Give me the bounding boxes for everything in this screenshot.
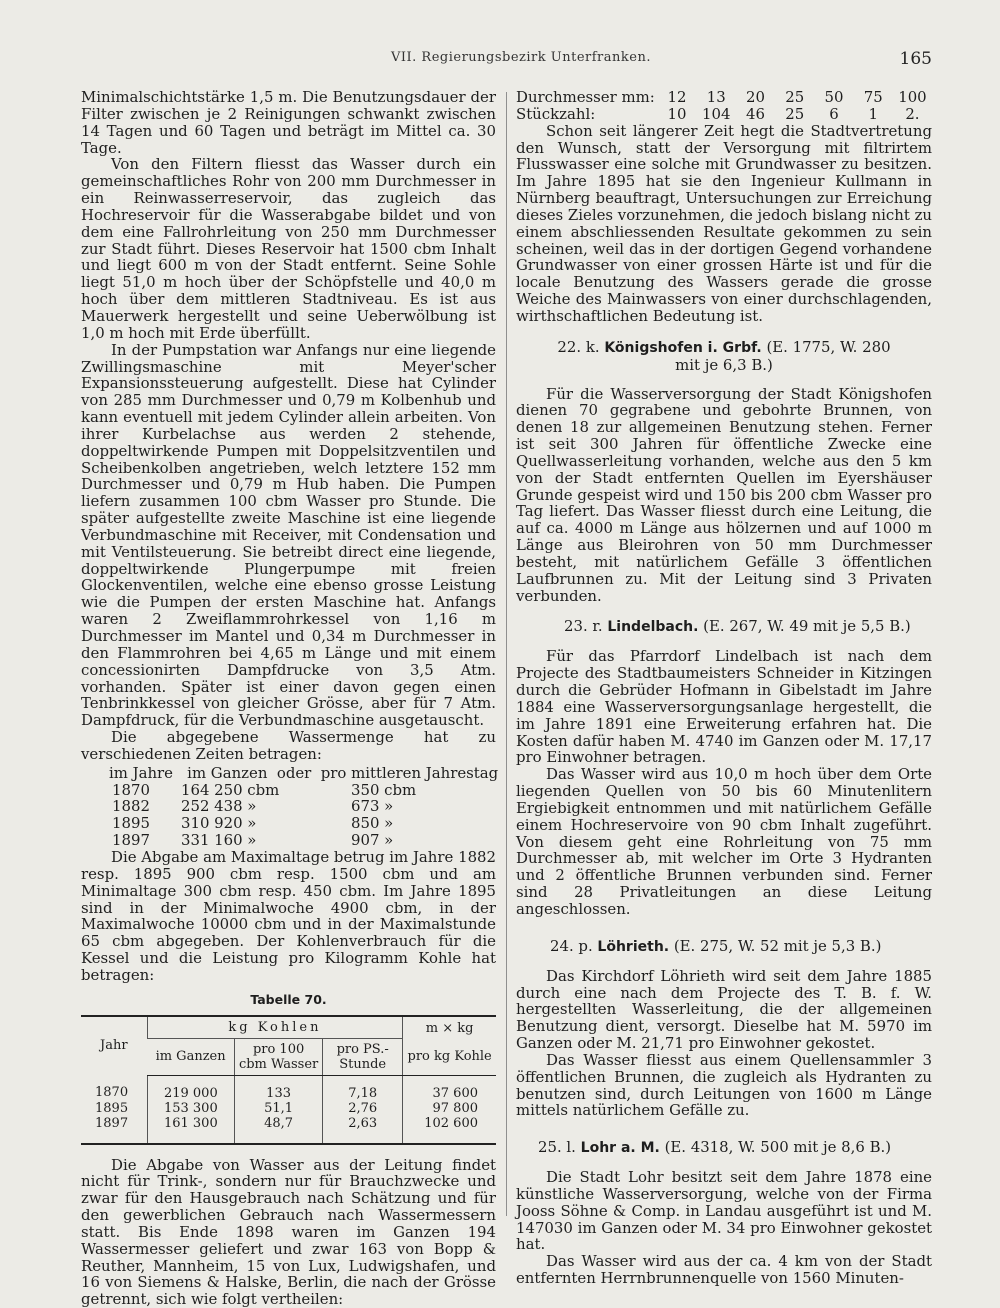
year-cell: 1897 bbox=[112, 831, 150, 850]
paragraph: Das Wasser fliesst aus einem Quellensammler 3 öffentlichen Brunnen, die zugleich als Hydranten zu benutzen sind, durch Leitungen von 1600 m Länge mittels natürlichem Gefälle zu. bbox=[516, 1050, 932, 1120]
cell: 37 600 bbox=[403, 1075, 496, 1101]
col-header-pro-ps: pro PS.-Stunde bbox=[323, 1038, 403, 1075]
running-title: VII. Regierungsbezirk Unterfranken. bbox=[391, 50, 651, 65]
col-header-jahr: Jahr bbox=[100, 1038, 128, 1054]
col-header-kohlen: kg Kohlen bbox=[147, 1016, 403, 1039]
right-column bbox=[516, 89, 932, 1287]
section-data: (E. 267, W. 49 mit je 5,5 B.) bbox=[703, 617, 911, 636]
place-name: Löhrieth. bbox=[597, 938, 670, 955]
cell: 133 bbox=[235, 1075, 323, 1101]
section-number: 25. l. bbox=[538, 1138, 576, 1157]
paragraph: Die Abgabe von Wasser aus der Leitung findet nicht für Trink-, sondern nur für Brauchzwecke und zwar für den Hausgebrauch nach Schätzung und für den gewerblichen Gebrauch nach Wassermessern statt. Bis Ende 1898 waren im Ganzen 194 Wassermesser geliefert und zwar 163 von Bopp & Reuther, Mannheim, 15 von Lux, Ludwigshafen, und 16 von Siemens & Halske, Berlin, die nach der Grösse getrennt, sich wie folgt vertheilen: bbox=[81, 1155, 496, 1308]
col-header-mkg-sub: pro kg Kohle bbox=[403, 1038, 496, 1075]
paragraph: Das Kirchdorf Löhrieth wird seit dem Jahre 1885 durch eine nach dem Projecte des T. B. f. W. hergestellten Wasserleitung, die der allgemeinen Benutzung dient, versorgt. Dieselbe hat M. 5970 im Ganzen oder M. 21,71 pro Einwohner gekostet. bbox=[516, 966, 932, 1053]
cell: 161 300 bbox=[147, 1116, 235, 1144]
cell: 153 300 bbox=[147, 1101, 235, 1116]
water-table-header: im Jahre im Ganzen oder pro mittleren Jahrestag bbox=[109, 763, 499, 782]
section-data: (E. 275, W. 52 mit je 5,3 B.) bbox=[673, 936, 882, 955]
stat-value: 25 bbox=[785, 104, 805, 123]
stat-row-diameter bbox=[516, 89, 932, 106]
stat-value: 50 bbox=[824, 88, 844, 106]
paragraph: In der Pumpstation war Anfangs nur eine liegende Zwillingsmaschine mit Meyer'scher Expansionssteuerung aufgestellt. Diese hat Cylinder von 285 mm Durchmesser und 0,79 m Kolbenhub und kann eventuell mit jedem Cylinder allein arbeiten. Von ihrer Kurbelachse aus werden 2 stehende, doppeltwirkende Pumpen mit Doppelsitzventilen und Scheibenkolben angetrieben, welch letztere 152 mm Durchmesser und 0,79 m Hub haben. Die Pumpen liefern zusammen 100 cbm Wasser pro Stunde. Die später aufgestellte zweite Maschine ist eine liegende Verbundmaschine mit Receiver, mit Condensation und mit Ventilsteuerung. Sie betreibt direct eine liegende, doppeltwirkende Plungerpumpe mit freien Glockenventilen, welche eine ebenso grosse Leistung wie die Pumpen der ersten Maschine hat. Anfangs waren 2 Zweiflammrohrkessel von 1,16 m Durchmesser im Mantel und 0,34 m Durchmesser in den Flammrohren bei 4,65 m Länge und mit einem concessionirten Dampfdrucke von 3,5 Atm. vorhanden. Später ist einer davon gegen einen Tenbrinkkessel von gleicher Grösse, aber für 7 Atm. Dampfdruck, für die Verbundmaschine ausgetauscht. bbox=[81, 340, 496, 730]
cell: 51,1 bbox=[235, 1101, 323, 1116]
daily-cell: 907 » bbox=[351, 831, 394, 850]
paragraph: Minimalschichtstärke 1,5 m. Die Benutzungsdauer der Filter zwischen je 2 Reinigungen schwankt zwischen 14 Tagen und 60 Tagen und beträgt im Mittel ca. 30 Tage. bbox=[81, 88, 496, 157]
table-row bbox=[81, 1101, 496, 1116]
place-name: Lindelbach. bbox=[607, 619, 699, 636]
cell: 7,18 bbox=[323, 1075, 403, 1101]
daily-cell: 350 cbm bbox=[351, 780, 417, 799]
stat-value: 104 bbox=[702, 104, 731, 123]
total-cell: 164 250 cbm bbox=[181, 780, 280, 799]
stat-row-count bbox=[516, 106, 932, 123]
paragraph: Schon seit längerer Zeit hegt die Stadtvertretung den Wunsch, statt der Versorgung mit filtrirtem Flusswasser eine solche mit Grundwasser zu besitzen. Im Jahre 1895 hat sie den Ingenieur Kullmann in Nürnberg beauftragt, Untersuchungen zur Erreichung dieses Zieles vorzunehmen, die jedoch bislang nicht zu einem abschliessenden Resultate gekommen zu sein scheinen, weil das in der dortigen Gegend vorhandene Grundwasser von einer grossen Härte ist und für die locale Benutzung des Wassers gerade die grosse Weiche des Mainwassers von einer durchschlagenden, wirthschaftlichen Bedeutung ist. bbox=[516, 121, 933, 325]
coal-consumption-table bbox=[81, 1015, 496, 1145]
total-cell: 252 438 » bbox=[181, 797, 257, 816]
section-data: mit je 6,3 B.) bbox=[675, 355, 773, 374]
stat-value: 25 bbox=[785, 88, 805, 106]
section-data: (E. 1775, W. 280 bbox=[766, 337, 891, 356]
year-cell: 1882 bbox=[112, 797, 150, 816]
table-row bbox=[81, 782, 496, 799]
stat-value: 20 bbox=[746, 88, 765, 106]
daily-cell: 850 » bbox=[351, 814, 394, 833]
paragraph: Das Wasser wird aus 10,0 m hoch über dem Orte liegenden Quellen von 50 bis 60 Minutenlitern Ergiebigkeit entnommen und mit natürlichem Gefälle einem Hochreservoire von 90 cbm Inhalt zugeführt. Von diesem geht eine Rohrleitung von 75 mm Durchmesser ab, mit welcher im Orte 3 Hydranten und 2 öffentliche Brunnen verbunden sind. Ferner sind 28 Privatleitungen an diese Leitung angeschlossen. bbox=[516, 765, 932, 918]
total-cell: 331 160 » bbox=[181, 831, 257, 850]
cell: 97 800 bbox=[403, 1101, 496, 1116]
paragraph: Die Abgabe am Maximaltage betrug im Jahre 1882 resp. 1895 900 cbm resp. 1500 cbm und am Minimaltage 300 cbm resp. 450 cbm. Im Jahre 1895 sind in der Minimalwoche 4900 cbm, in der Maximalwoche 10000 cbm und in der Maximalstunde 65 cbm abgegeben. Der Kohlenverbrauch für die Kessel und die Leistung pro Kilogramm Kohle hat betragen: bbox=[81, 847, 496, 984]
stat-value: 10 bbox=[667, 104, 687, 123]
place-name: Königshofen i. Grbf. bbox=[604, 339, 762, 356]
col-header-mkg: m × kg bbox=[403, 1016, 496, 1039]
total-cell: 310 920 » bbox=[181, 814, 257, 833]
table-row bbox=[81, 798, 496, 815]
column-divider bbox=[506, 92, 507, 1216]
paragraph: Von den Filtern fliesst das Wasser durch ein gemeinschaftliches Rohr von 200 mm Durchmesser in ein Reinwasserreservoir, das zugleich das Hochreservoir für die Wasserabgabe bildet und von dem eine Fallrohrleitung von 250 mm Durchmesser zur Stadt führt. Dieses Reservoir hat 1500 cbm Inhalt und liegt 600 m von der Stadt entfernt. Seine Sohle liegt 51,0 m hoch über der Schöpfstelle und 40,0 m hoch über dem mittleren Stadtniveau. Es ist aus Mauerwerk hergestellt und seine Ueberwölbung ist 1,0 m hoch mit Erde überfüllt. bbox=[81, 155, 496, 342]
col-header-pro-100: pro 100 cbm Wasser bbox=[235, 1038, 323, 1075]
cell: 219 000 bbox=[147, 1075, 235, 1101]
paragraph: Für das Pfarrdorf Lindelbach ist nach dem Projecte des Stadtbaumeisters Schneider in Kitzingen durch die Gebrüder Hofmann in Gibelstadt im Jahre 1884 eine Wasserversorgungsanlage hergestellt, die im Jahre 1891 eine Erweiterung erfahren hat. Die Kosten dafür haben M. 4740 im Ganzen oder M. 17,17 pro Einwohner betragen. bbox=[516, 647, 932, 767]
paragraph: Die abgegebene Wassermenge hat zu verschiedenen Zeiten betragen: bbox=[81, 728, 496, 763]
stat-value: 13 bbox=[706, 88, 726, 106]
stat-value: 100 bbox=[898, 88, 927, 106]
section-heading-koenigshofen bbox=[516, 339, 932, 374]
stat-value: 1 bbox=[868, 104, 878, 123]
paragraph: Für die Wasserversorgung der Stadt Königshofen dienen 70 gegrabene und gebohrte Brunnen, von denen 18 zur allgemeinen Benutzung stehen. Ferner ist seit 300 Jahren für öffentliche Zwecke eine Quellwasserleitung vorhanden, welche aus den 5 km von der Stadt entfernten Quellen im Eyershäuser Grunde gespeist wird und 150 bis 200 cbm Wasser pro Tag liefert. Das Wasser fliesst durch eine Leitung, die auf ca. 4000 m Länge aus hölzernen und auf 1000 m Länge aus Bleirohren von 50 mm Durchmesser besteht, mit natürlichem Gefälle 3 öffentlichen Laufbrunnen zu. Mit der Leitung sind 3 Privaten verbunden. bbox=[516, 384, 932, 605]
paragraph: Das Wasser wird aus der ca. 4 km von der Stadt entfernten Herrnbrunnenquelle von 1560 Minuten- bbox=[516, 1252, 932, 1288]
page-number: 165 bbox=[899, 49, 932, 69]
water-volume-table bbox=[81, 763, 499, 850]
daily-cell: 673 » bbox=[351, 797, 394, 816]
year-cell: 1895 bbox=[112, 814, 150, 833]
stat-value: 12 bbox=[667, 88, 687, 106]
stat-value: 46 bbox=[746, 104, 765, 123]
stat-value: 6 bbox=[829, 104, 839, 123]
section-heading-lindelbach bbox=[516, 618, 932, 636]
table-row bbox=[81, 1116, 496, 1144]
section-number: 23. r. bbox=[564, 617, 603, 636]
place-name: Lohr a. M. bbox=[580, 1140, 660, 1157]
year-cell: 1870 bbox=[95, 1085, 129, 1101]
col-header-im-ganzen: im Ganzen bbox=[147, 1038, 235, 1075]
stat-label: Durchmesser mm: bbox=[516, 88, 655, 106]
section-heading-lohr bbox=[516, 1139, 932, 1157]
left-column bbox=[81, 88, 499, 1308]
section-data: (E. 4318, W. 500 mit je 8,6 B.) bbox=[664, 1138, 892, 1157]
section-number: 24. p. bbox=[550, 936, 593, 955]
table-row bbox=[81, 832, 496, 849]
year-cell: 1897 bbox=[95, 1115, 129, 1131]
page-header bbox=[80, 50, 940, 76]
paragraph: Die Stadt Lohr besitzt seit dem Jahre 1878 eine künstliche Wasserversorgung, welche von der Firma Jooss Söhne & Comp. in Landau ausgeführt ist und M. 147030 im Ganzen oder M. 34 pro Einwohner gekostet hat. bbox=[516, 1168, 932, 1254]
year-cell: 1895 bbox=[95, 1100, 129, 1116]
stat-value: 75 bbox=[863, 88, 883, 106]
table-row bbox=[81, 1075, 496, 1101]
cell: 102 600 bbox=[403, 1116, 496, 1144]
section-number: 22. k. bbox=[557, 337, 600, 356]
year-cell: 1870 bbox=[112, 780, 150, 799]
water-rows bbox=[81, 782, 496, 849]
stat-value: 2. bbox=[905, 104, 920, 123]
section-heading-loehrieth bbox=[516, 938, 932, 956]
table-row bbox=[81, 815, 496, 832]
cell: 2,76 bbox=[323, 1101, 403, 1116]
cell: 48,7 bbox=[235, 1116, 323, 1144]
table-title: Tabelle 70. bbox=[250, 991, 327, 1007]
cell: 2,63 bbox=[323, 1116, 403, 1144]
stat-label: Stückzahl: bbox=[516, 104, 596, 123]
meter-statistics bbox=[516, 89, 932, 123]
